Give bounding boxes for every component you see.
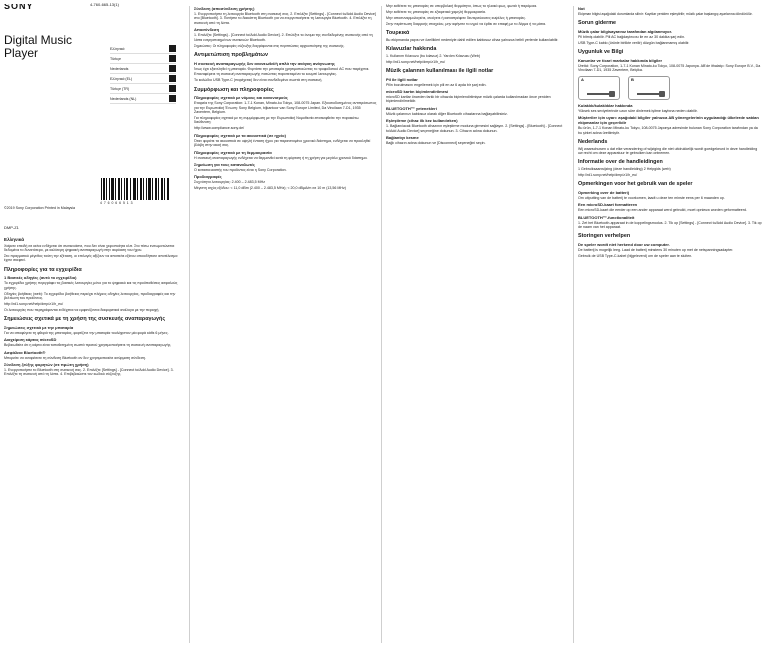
column-1-body — [4, 234, 185, 645]
section-heading: Συμμόρφωση και πληροφορίες — [194, 86, 274, 93]
section-heading: Αντιμετώπιση προβλημάτων — [194, 51, 268, 58]
note: Σημειώσεις: Οι πληροφορίες σύζευξης διαγράφονται στις περιπτώσεις αρχικοποίησης της συσκευής. — [194, 43, 345, 48]
step-list: 1. Zet het Bluetooth-apparaat in de koppelingsmodus. 2. Tik op [Settings] - [Connect to/Add Audio Device]. 3. Tik op de naam van het apparaat. — [578, 220, 762, 230]
subheading: Προδιαγραφές — [194, 174, 222, 180]
paragraph: Μπορείτε να αναιρέσετε τη σύνδεση Bluetooth αν δεν χρησιμοποιείτε ασύρματη σύνδεση. — [4, 355, 146, 360]
step-list: 1. Επιλέξτε [Settings] - [Connect to/Add Audio Device]. 2. Επιλέξτε το όνομα της συνδεδεμένης συσκευής από τη λίστα ενεργοποιημένων συσκευών Bluetooth. — [194, 33, 373, 42]
paragraph: Een microSD-kaart die eerder op een ander apparaat werd gebruikt, moet opnieuw worden geformatteerd. — [578, 208, 748, 213]
language-row: Nederlands — [110, 64, 176, 74]
illustration-b: B — [628, 76, 670, 100]
subheading: Αποσύνδεση — [194, 27, 220, 33]
section-heading: Πληροφορίες για τα εγχειρίδια — [4, 266, 82, 273]
paragraph: Yüksek ses seviyelerinde uzun süre dinlemek işitme kaybına neden olabilir. — [578, 108, 698, 113]
paragraph: Pil bitmiş olabilir. Pili AC bağdaştırıcısı ile en az 30 dakika şarj edin. — [578, 35, 686, 39]
subheading: Kulaklık/kulaklıklar hakkında — [578, 102, 633, 108]
paragraph: microSD kartlar önceden farklı bir cihazda biçimlendirilmişse müzik çalarda kullanılmadan önce yeniden biçimlendirilmelidir. — [386, 95, 551, 104]
column-divider — [573, 6, 574, 643]
language-tab-marker — [169, 45, 176, 52]
subheading: Een microSD-kaart formatteren — [578, 202, 638, 208]
subheading: Ασφάλεια Bluetooth® — [4, 349, 46, 355]
help-link[interactable]: http://rd1.sony.net/help/dmp/z1/h_eu/ — [386, 59, 446, 64]
paragraph: Ίσως έχει εξαντληθεί η μπαταρία. Φορτίστε την μπαταρία χρησιμοποιώντας το τροφοδοτικό AC που παρέχεται. — [194, 66, 370, 71]
language-row: Nederlands (NL) — [110, 94, 176, 104]
paragraph: Οδηγίες βοήθειας (web): Το εγχειρίδιο βοήθειας περιέχει πλήρεις οδηγίες λειτουργίας, προδιαγραφές και την βελτίωση του προϊόντος. — [4, 291, 176, 301]
subheading: Σημείωση για τους καταναλωτές — [194, 162, 255, 167]
subheading: Σύνδεση (αποσύνδεση χρήσης) — [194, 6, 255, 11]
subheading: Σύνδεση ζεύξης φορητών (σε πρώτη χρήση) — [4, 362, 89, 368]
step-list: 1. Ενεργοποιήστε το Bluetooth στη συσκευή σας. 2. Επιλέξτε [Settings] - [Connect to/Add Audio Device]. 3. Επιλέξτε τη συσκευή από τη λίστα. 4. Επιβεβαιώστε τον κωδικό σύζευξης. — [4, 368, 174, 377]
language-index — [110, 44, 176, 104]
language-tab-marker — [169, 85, 176, 92]
spec-power: Μέγιστη ισχύς εξόδου: < 11,0 dBm (2.400 – 2.483,5 MHz); < 20,0 dBμA/m σε 10 m (13,56 MHz) — [194, 186, 346, 191]
paragraph: De batterij is mogelijk leeg. Laad de batterij minstens 30 minuten op met de netspanningsadapter. — [578, 248, 734, 253]
barcode-number: 4 7 6 0 6 6 5 1 3 — [100, 201, 134, 205]
paragraph: Χαίρετε επειδή σε κείνα ενδέχεται ότι συσκευάστε, που δεν είναι χειροποίητα κλπ. Στο πίσω ενσωματώνεται δεδομένα το δυνατότερο, με καλύτερη ψηφιακή αναπαραγωγή στην ακρόαση του ήχου. — [4, 243, 175, 252]
paragraph: Müzik çalarınızı kablosuz olarak diğer Bluetooth cihazlarına bağlayabilirsiniz. — [386, 111, 508, 116]
language-row: Türkçe — [110, 54, 176, 64]
paragraph: Το εγχειρίδιο χρήσης περιγράφει τις βασικές λειτουργίες μόνο για το ψηφιακό και τις προϋποθέσεις ασφαλούς χρήσης. — [4, 281, 178, 290]
section-heading: Opmerkingen voor het gebruik van de speler — [578, 181, 693, 188]
paragraph: Η συσκευή αναπαραγωγής ενδέχεται να θερμανθεί κατά τη φόρτιση ή τη χρήση για μεγάλο χρονικό διάστημα. — [194, 155, 368, 160]
paragraph: Üretici: Sony Corporation, 1-7-1 Konan Minato-ku Tokyo, 108-0075 Japonya. AB'de ithalatçı: Sony Europe B.V., Da Vincilaan 7-D1, 1935 Zaventem, Belçika. — [578, 63, 761, 73]
language-tab-marker — [169, 75, 176, 82]
subheading: Kanunlar ve ticari markalar hakkında bilgiler — [578, 57, 663, 63]
language-tab-marker — [169, 55, 176, 62]
paragraph: Μην εκθέτετε τις μπαταρίες σε εξαιρετικά χαμηλή θερμοκρασία. — [386, 9, 486, 14]
language-tab-marker — [169, 95, 176, 102]
paragraph: Το καλώδιο USB Type-C (παρέχεται) δεν είναι συνδεδεμένο σωστά στη συσκευή. — [194, 78, 323, 83]
section-heading: Uygunluk ve Bilgi — [578, 49, 624, 56]
section-heading: Σημειώσεις σχετικά με τη χρήση της συσκευής αναπαραγωγής — [4, 316, 166, 323]
column-3 — [386, 4, 568, 645]
part-number: 4-760-665-13(1) — [90, 2, 119, 7]
paragraph: Στην περίπτωση διαρροής στοιχείου, μην αφήνετε το υγρό να έρθει σε επαφή με το δέρμα ή τα μάτια. — [386, 21, 547, 26]
paragraph: Για πληροφορίες σχετικά με τη συμμόρφωση με την Ευρωπαϊκή Νομοθεσία επισκεφθείτε την παρακάτω διεύθυνση: — [194, 116, 359, 125]
step-list: 1. Bağlanılacak Bluetooth cihazının eşleştirme moduna girmesini sağlayın. 2. [Settings] - [Bluetooth] - [Connect to/Add Audio Device] seçeneğine dokunun. 3. Cihazın adına dokunun. — [386, 124, 563, 133]
spec-frequency: Συχνότητα λειτουργίας: 2.400 – 2.483,5 MHz — [194, 180, 266, 185]
language-row: Ελληνικά (EL) — [110, 74, 176, 84]
step-list: 1 Gebruiksaanwijzing (deze handleiding) 2 Helpgids (web) — [578, 166, 671, 171]
section-heading: Informatie over de handleidingen — [578, 159, 663, 166]
subheading: Η συσκευή αναπαραγωγής δεν ανανεωθεί/ή απλά την ανάγκη ανάγνωσης — [194, 60, 335, 66]
section-heading: Ελληνικά — [4, 237, 25, 242]
sony-logo: SONY — [4, 4, 34, 11]
step-list: 1. Kullanım Kılavuzu (bu kılavuz) 2. Yardım Kılavuzu (Web) — [386, 53, 481, 58]
subheading: BLUETOOTH™-functionaliteit — [578, 214, 635, 220]
copyright-line: ©2019 Sony Corporation Printed in Malaysia — [4, 206, 75, 210]
subheading: Opmerking over de batterij — [578, 189, 629, 195]
subheading: Not — [578, 6, 585, 11]
column-divider — [189, 6, 190, 643]
paragraph: Μην αποσυναρμολογείτε, ανοίγετε ή καταστρέφετε δευτερεύουσες κυψέλες ή μπαταρίες. — [386, 15, 526, 20]
section-heading: Τουρκικά — [386, 30, 410, 37]
subheading: Müşteriler için uyarı: aşağıdaki bilgiler yalnızca AB yönergelerinin uygulandığı ülkelerde satılan ekipmanlar için geçerlidir — [578, 115, 759, 126]
barcode — [100, 178, 170, 200]
subheading: 1 Βασικές οδηγίες (αυτό το εγχειρίδιο) — [4, 275, 77, 281]
paragraph: Στο πραγματικό μέγεθος τούτη την εξέταση, οι επιλογές αξίζουν να απαιτείτε εξίσου οποιοδήποτε αποτέλεσμα έχετε σκεφτεί. — [4, 253, 178, 263]
help-link[interactable]: http://rd1.sony.net/help/dmp/z1/h_eu/ — [4, 301, 64, 306]
column-4 — [578, 4, 762, 645]
paragraph: Επαναφέρετε τη συσκευή αναπαραγωγής πατώντας παρατεταμένα το κουμπί λειτουργίας. — [194, 72, 337, 77]
section-heading: Nederlands — [578, 138, 608, 145]
language-tab-marker — [169, 65, 176, 72]
subheading: Eşleştirme (cihaz ilk kez kullanılırken) — [386, 118, 458, 124]
section-heading: Kılavuzlar hakkında — [386, 46, 437, 53]
subheading: Πληροφορίες σχετικά με νόμους και κανονισμούς — [194, 95, 288, 101]
subheading: De speler wordt niet herkend door uw computer. — [578, 242, 670, 248]
paragraph: Εταιρεία της Sony Corporation: 1-7-1 Konan, Minato-ku Tokyo, 108-0075 Japan. Εξουσιοδοτημένος αντιπρόσωπος για την Ευρωπαϊκή Ένωση: Sony Belgium, bijkantoor van Sony Europe Limited, Da Vincilaan 7-D1, 1935 Zaventem, Belgium. — [194, 101, 377, 115]
paragraph: Om uitputting van de batterij te voorkomen, laadt u deze ten minste eens per 6 maanden op. — [578, 195, 725, 200]
column-divider — [381, 6, 382, 643]
paragraph: Pilin bozulmasını engellemek için pili en az 6 ayda bir şarj edin. — [386, 82, 487, 87]
paragraph: Μην εκθέτετε τις μπαταρίες σε υπερβολική θερμότητα, όπως το ηλιακό φως, φωτιά ή παρόμοια. — [386, 4, 538, 8]
paragraph: Όταν φοράτε τα ακουστικά σε υψηλή ένταση ήχου για παρατεταμένο χρονικό διάστημα, ενδέχεται να προκληθεί βλάβη στην ακοή σας. — [194, 138, 371, 148]
paragraph: Οι λειτουργίες που περιγράφονται ενδέχεται να εμφανίζονται διαφορετικά ανάλογα με την περιοχή. — [4, 307, 160, 312]
note: Ekipman bilgisi aşağıdaki durumlarda silinir: Kayıtlar yeniden eşleştirilir; müzik çalar başlangıç ayarlarına döndürülür. — [578, 12, 753, 16]
subheading: Bağlantıyı kesme — [386, 135, 419, 141]
language-row: Türkçe (TR) — [110, 84, 176, 94]
product-title: Digital Music Player — [4, 33, 73, 61]
subheading: BLUETOOTH™ yetenekleri — [386, 105, 437, 111]
cable-illustration — [578, 76, 762, 100]
subheading: microSD kartın biçimlendirilmesi — [386, 89, 449, 95]
column-2 — [194, 4, 377, 645]
paragraph: USB Type-C kablo (ürünle birlikte verilir) düzgün bağlanmamış olabilir. — [578, 40, 690, 45]
paragraph: Bu ürün, 1-7-1 Konan Minato-ku Tokyo, 108-0075 Japonya adresinde bulunan Sony Corporation tarafından ya da bu şirket adına üretilmiştir. — [578, 126, 758, 135]
language-row: Ελληνικά — [110, 44, 176, 54]
section-heading: Storingen verhelpen — [578, 233, 631, 240]
section-heading: Sorun giderme — [578, 20, 617, 27]
paragraph: Bu ekipmanda yapısı ve özellikleri nedeniyle dahil edilen kablosuz cihaz yalnızca belirli yerlerde kullanılabilir. — [386, 37, 559, 42]
section-heading: Müzik çalarının kullanılması ile ilgili notlar — [386, 68, 494, 75]
paragraph: Βεβαιωθείτε ότι η κάρτα είναι τοποθετημένη σωστά προτού χρησιμοποιήσετε τη συσκευή αναπαραγωγής. — [4, 343, 172, 348]
subheading: Pil ile ilgili notlar — [386, 76, 418, 82]
subheading: Πληροφορίες σχετικά με τα ακουστικά (σε ηχείο) — [194, 132, 286, 138]
paragraph: Wij waarschuwen u dat elke verandering of wijziging die niet uitdrukkelijk wordt goedgekeurd in deze handleiding uw recht om deze apparatuur te gebruiken kan ontnemen. — [578, 146, 758, 155]
paragraph: Bağlı cihazın adına dokunun ve [Disconnect] seçeneğini seçin. — [386, 141, 486, 146]
illustration-a: A — [578, 76, 620, 100]
subheading: Σημειώσεις σχετικά με την μπαταρία — [4, 324, 74, 330]
model-number: DMP-Z1 — [4, 225, 19, 230]
compliance-link[interactable]: http://www.compliance.sony.de/ — [194, 126, 245, 131]
help-link[interactable]: http://rd1.sony.net/help/dmp/z1/h_eu/ — [578, 172, 638, 177]
step-list: 1. Ενεργοποιήστε τη λειτουργία Bluetooth στη συσκευή σας. 2. Επιλέξτε [Settings] - [Connect to/Add Audio Device] στο [Bluetooth]. 3. Πατήστε το διακόπτη Bluetooth για να ενεργοποιήσετε τη λειτουργία Bluetooth. 4. Επιλέξτε τη συσκευή από τη λίστα. — [194, 12, 376, 25]
subheading: Διαχείριση κάρτας microSD — [4, 337, 57, 343]
subheading: Müzik çalar bilgisayarınız tarafından algılanmıyor. — [578, 29, 673, 34]
subheading: Πληροφορίες σχετικά με τη θερμοκρασία — [194, 149, 272, 155]
paragraph: Για να αποφύγετε τη φθορά της μπαταρίας, φορτίζετε την μπαταρία τουλάχιστον μία φορά κάθε 6 μήνες. — [4, 330, 169, 335]
paragraph: Ο κατασκευαστής του προϊόντος είναι η Sony Corporation. — [194, 168, 287, 172]
paragraph: Gebruik de USB Type-C-kabel (bijgeleverd) om de speler aan te sluiten. — [578, 253, 693, 258]
